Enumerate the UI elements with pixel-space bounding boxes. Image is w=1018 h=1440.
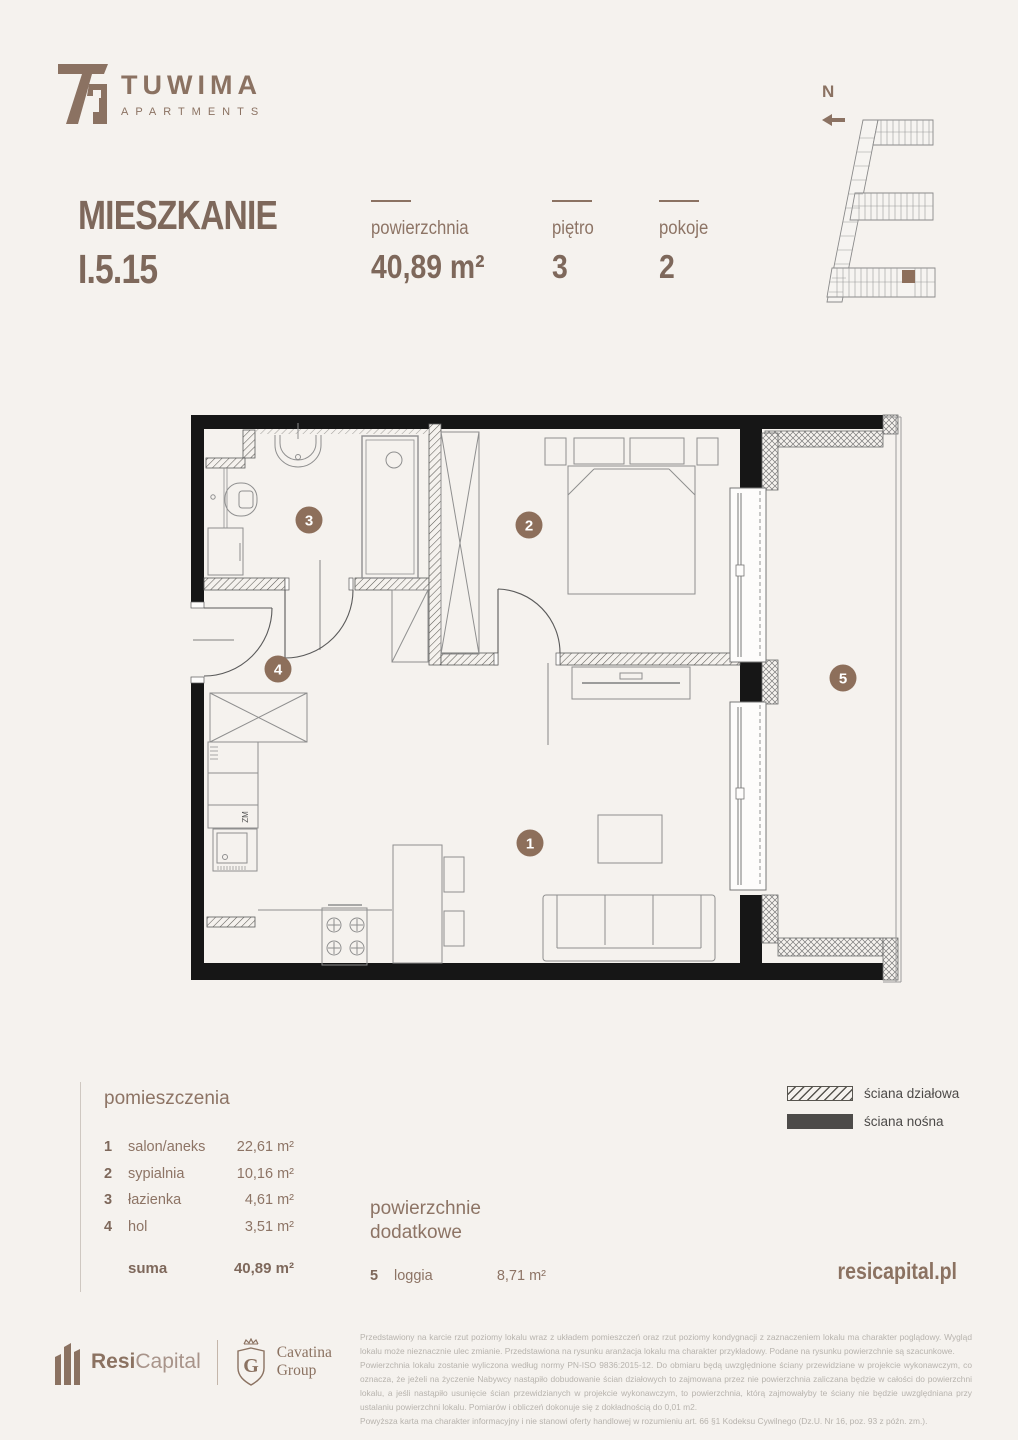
legal-disclaimer bbox=[360, 1331, 972, 1429]
room-badge bbox=[516, 512, 543, 539]
bedroom-window bbox=[730, 488, 766, 662]
tuwima-logo-icon bbox=[55, 62, 109, 124]
website-link[interactable]: resicapital.pl bbox=[837, 1258, 957, 1284]
coffee-table bbox=[598, 815, 662, 863]
toilet bbox=[211, 468, 257, 528]
room-row bbox=[104, 1134, 294, 1161]
total-label: suma bbox=[128, 1260, 168, 1277]
brand-name: TUWIMA bbox=[121, 70, 262, 100]
compass-north-label: N bbox=[822, 82, 835, 101]
extras-row bbox=[370, 1263, 546, 1290]
svg-text:3: 3 bbox=[304, 512, 314, 530]
room-number: 1 bbox=[104, 1139, 113, 1155]
logo-divider bbox=[217, 1340, 218, 1385]
stat-rooms-value: 2 bbox=[659, 248, 675, 285]
stat-area-label: powierzchnia bbox=[371, 218, 469, 239]
room-row bbox=[104, 1214, 294, 1241]
partition-wall-swatch bbox=[787, 1086, 853, 1101]
stat-rooms bbox=[659, 200, 715, 286]
legend-label: ściana działowa bbox=[864, 1086, 960, 1101]
hall-wardrobe bbox=[210, 693, 307, 742]
stat-floor-label: piętro bbox=[552, 218, 594, 239]
footer-logos bbox=[55, 1338, 341, 1386]
brand-tagline: APARTMENTS bbox=[121, 106, 266, 118]
room-number: 4 bbox=[104, 1218, 113, 1235]
wall-legend bbox=[787, 1086, 959, 1142]
bearing-wall-swatch bbox=[787, 1114, 853, 1129]
dining-table bbox=[393, 845, 464, 963]
building-locator-map bbox=[815, 110, 947, 308]
room-name: salon/aneks bbox=[128, 1139, 206, 1155]
resicapital-logo-icon bbox=[55, 1339, 81, 1385]
legal-paragraph: Powyższa karta ma charakter informacyjny i nie stanowi oferty handlowej w rozumieniu art. 66 §1 Kodeksu Cywilnego (Dz.U. Nr 16, poz. 93 z późn. zm.). bbox=[360, 1415, 928, 1426]
shower bbox=[362, 436, 418, 578]
cavatina-logo-text: Cavatina Group bbox=[276, 1344, 332, 1379]
legal-paragraph: Powierzchnia lokalu zostanie wyliczona według normy PN-ISO 9836:2015-12. Do obmiaru będą uwzględnione ściany przewidziane w projekcie wykonawczym, co oznacza, że jeżeli na życzenie Nabywcy nastąpiło dobudowanie ścian działowych to zajmowana przez nie powierzchnia zaliczana będzie w całości do powierzchni lokalu, a jeśli nastąpiło usunięcie ścian przewidzianych w projekcie wykonawczym, to powierzchnia, którą zajmowałyby te ściany nie będzie uwzględniana przy ustalaniu powierzchni lokalu. Pomiarów i obliczeń dokonuje się z dokładnością do 0,01 m2. bbox=[360, 1359, 972, 1412]
bedroom-door-swing bbox=[498, 589, 560, 653]
highlighted-unit bbox=[902, 270, 915, 283]
stat-floor bbox=[552, 200, 600, 286]
room-row bbox=[104, 1187, 294, 1214]
room-area: 22,61 m² bbox=[236, 1139, 294, 1155]
room-number: 2 bbox=[104, 1165, 113, 1182]
svg-text:1: 1 bbox=[525, 835, 535, 853]
stat-area-value: 40,89 m² bbox=[371, 248, 485, 285]
bathroom-cabinet bbox=[208, 528, 243, 575]
room-name: sypialnia bbox=[128, 1165, 185, 1182]
svg-text:5: 5 bbox=[838, 670, 848, 688]
stat-rule bbox=[371, 200, 411, 202]
room-badge bbox=[830, 665, 857, 692]
rooms-list bbox=[104, 1088, 294, 1277]
legend-row bbox=[787, 1114, 959, 1129]
living-room-window bbox=[730, 702, 766, 890]
appliance-label: ZM bbox=[241, 811, 250, 823]
svg-text:4: 4 bbox=[273, 661, 283, 679]
room-badge bbox=[517, 830, 544, 857]
additional-areas bbox=[370, 1197, 546, 1289]
north-arrow-icon bbox=[822, 114, 845, 126]
rooms-heading: pomieszczenia bbox=[104, 1088, 230, 1109]
sofa bbox=[543, 895, 715, 961]
room-area: 3,51 m² bbox=[244, 1218, 294, 1235]
room-area: 10,16 m² bbox=[236, 1165, 294, 1182]
resicapital-logo-text: ResiCapital bbox=[91, 1350, 201, 1373]
total-area: 40,89 m² bbox=[233, 1260, 294, 1277]
stat-rule bbox=[552, 200, 592, 202]
room-name: łazienka bbox=[128, 1192, 182, 1208]
extras-heading: powierzchnie dodatkowe bbox=[370, 1198, 481, 1243]
furniture bbox=[208, 423, 718, 965]
legend-row bbox=[787, 1086, 959, 1101]
apartment-title bbox=[78, 192, 321, 292]
stat-rooms-label: pokoje bbox=[659, 218, 709, 239]
room-row bbox=[104, 1161, 294, 1188]
entrance-door-swing bbox=[204, 608, 272, 676]
building-wing-top bbox=[873, 120, 933, 145]
stat-floor-value: 3 bbox=[552, 248, 568, 285]
svg-text:2: 2 bbox=[524, 517, 534, 535]
bed bbox=[545, 438, 718, 594]
loggia-railing bbox=[883, 417, 901, 982]
floor-plan bbox=[190, 405, 905, 985]
tv-sideboard bbox=[572, 667, 690, 699]
bedroom-wardrobe bbox=[441, 432, 479, 654]
insulation-walls bbox=[762, 415, 898, 980]
bathroom-door-swing bbox=[285, 590, 353, 658]
room-number: 3 bbox=[104, 1192, 113, 1208]
building-wing-middle bbox=[850, 193, 933, 220]
svg-text:G: G bbox=[242, 1355, 259, 1377]
room-name: loggia bbox=[394, 1267, 433, 1284]
stove bbox=[322, 905, 367, 965]
apartment-number: I.5.15 bbox=[78, 246, 158, 292]
brand-text bbox=[121, 70, 265, 118]
load-bearing-walls bbox=[191, 415, 884, 980]
room-area: 4,61 m² bbox=[244, 1192, 294, 1208]
room-number: 5 bbox=[370, 1267, 379, 1284]
legend-label: ściana nośna bbox=[864, 1114, 944, 1129]
kitchen-tall-units bbox=[208, 742, 258, 828]
stat-area bbox=[371, 200, 503, 286]
room-area: 8,71 m² bbox=[496, 1267, 546, 1284]
legal-paragraph: Przedstawiony na karcie rzut poziomy lokalu wraz z układem pomieszczeń oraz rzut poziomy kondygnacji z zaznaczeniem lokalu ma charakter poglądowy. Wygląd lokalu może nieznacznie ulec zmianie. Przedstawiona na rysunku aranżacja lokalu ma charakter przykładowy. Podane na rysunku powierzchnie są szacunkowe. bbox=[360, 1332, 972, 1356]
kitchen-sink bbox=[213, 829, 257, 871]
hall-cabinet bbox=[392, 590, 428, 662]
title-heading: MIESZKANIE bbox=[78, 192, 278, 238]
cavatina-shield-icon bbox=[234, 1338, 268, 1386]
room-name: hol bbox=[128, 1218, 148, 1235]
stat-rule bbox=[659, 200, 699, 202]
rooms-divider bbox=[80, 1082, 81, 1292]
room-badge bbox=[265, 656, 292, 683]
rooms-total-row bbox=[104, 1260, 294, 1277]
room-badge bbox=[296, 507, 323, 534]
